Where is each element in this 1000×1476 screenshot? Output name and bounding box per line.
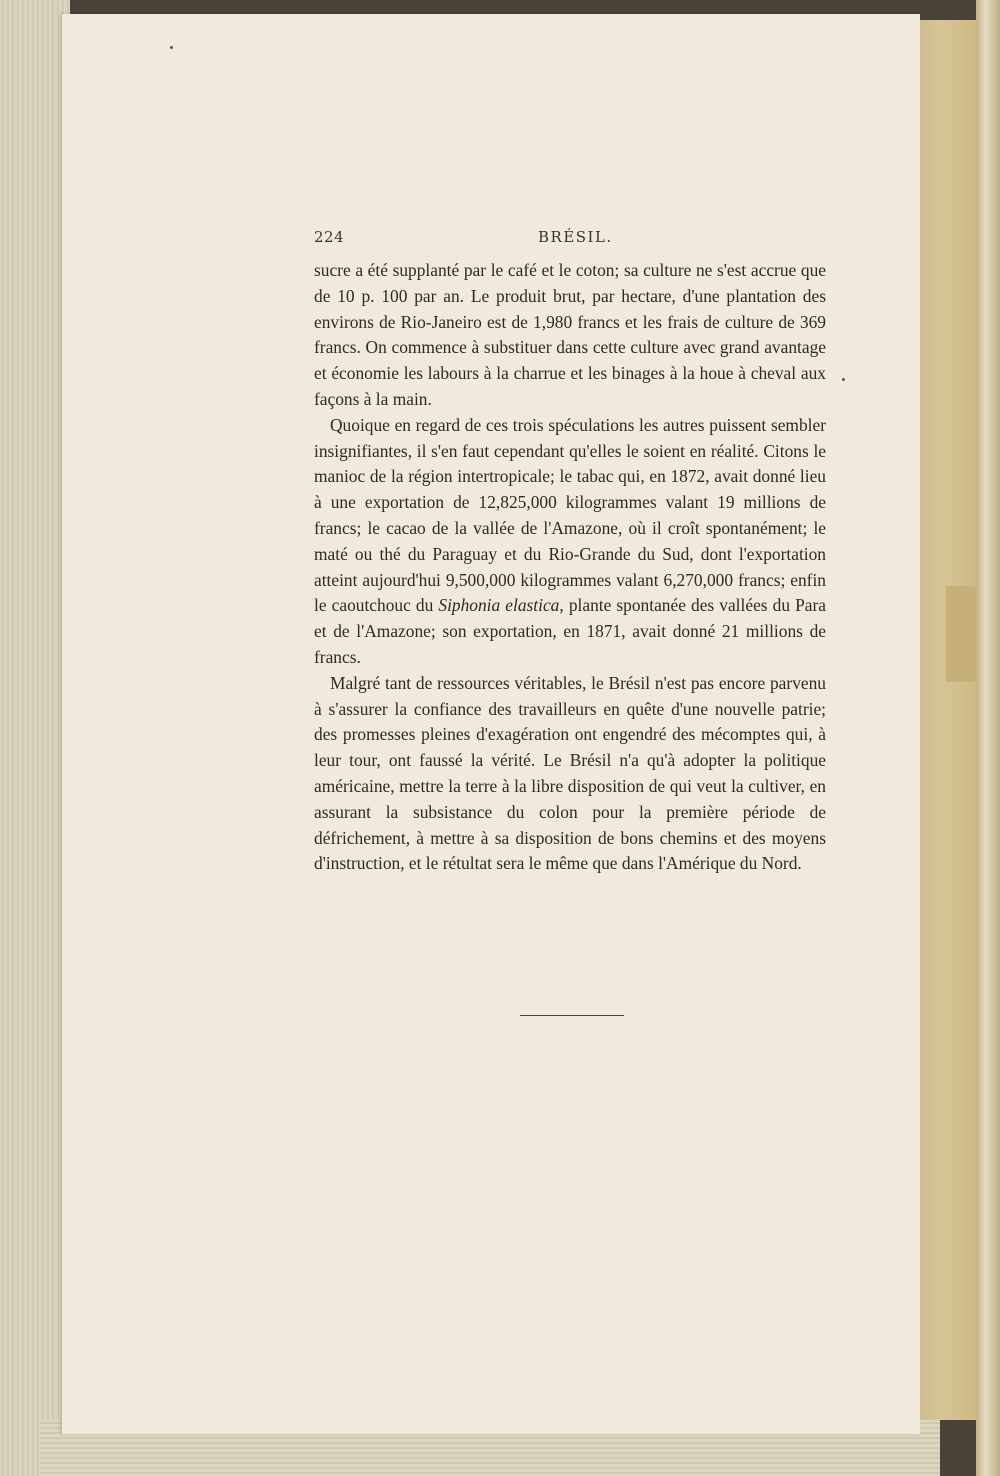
paragraph-1: sucre a été supplanté par le café et le coton; sa culture ne s'est accrue que de 10 p. 100 par an. Le produit brut, par hectare, d'une plantation des environs de Rio-Janeiro est de 1,980 francs et les frais de culture de 369 francs. On commence à substituer dans cette culture avec grand avantage et économie les labours à la charrue et les binages à la houe à cheval aux façons à la main. bbox=[314, 260, 826, 409]
right-page-edge bbox=[976, 0, 1000, 1476]
foldout-tab bbox=[946, 586, 976, 682]
species-name: Siphonia elastica bbox=[438, 595, 560, 616]
end-rule bbox=[520, 1015, 624, 1016]
paragraph-3: Malgré tant de ressources véritables, le Brésil n'est pas encore parvenu à s'assurer la confiance des travailleurs en quête d'une nouvelle patrie; des promesses pleines d'exagération ont engendré des mécomptes qui, à leur tour, ont faussé la vérité. Le Brésil n'a qu'à adopter la politique américaine, mettre la terre à la libre disposition de qui veut la cultiver, en assurant la subsistance du colon pour la première période de défrichement, à mettre à sa disposition de bons chemins et des moyens d'instruction, et le rétultat sera le même que dans l'Amérique du Nord. bbox=[314, 672, 826, 874]
paper-speck bbox=[842, 378, 845, 381]
body-text bbox=[314, 258, 826, 877]
paper-speck bbox=[170, 46, 173, 49]
page-stack-left bbox=[0, 0, 70, 1476]
page-number: 224 bbox=[314, 228, 345, 246]
page-header bbox=[314, 228, 826, 254]
paragraph-2-part-1: Quoique en regard de ces trois spéculations les autres puissent sembler insignifiantes, il s'en faut cependant qu'elles le soient en réalité. Citons le manioc de la région intertropicale; le tabac qui, en 1872, avait donné lieu à une exportation de 12,825,000 kilogrammes valant 19 millions de francs; le cacao de la vallée de l'Amazone, où il croît spontanément; le maté ou thé du Paraguay et du Rio-Grande du Sud, dont l'exportation atteint aujourd'hui 9,500,000 kilogrammes valant 6,270,000 francs; enfin le caoutchouc du bbox=[314, 414, 826, 616]
paragraph-2-part-2: , plante spontanée des vallées du Para et de l'Amazone; son exportation, en 1871, avait donné 21 millions de francs. bbox=[314, 595, 827, 667]
paragraph-2 bbox=[314, 413, 826, 671]
running-title: BRÉSIL. bbox=[538, 228, 613, 246]
